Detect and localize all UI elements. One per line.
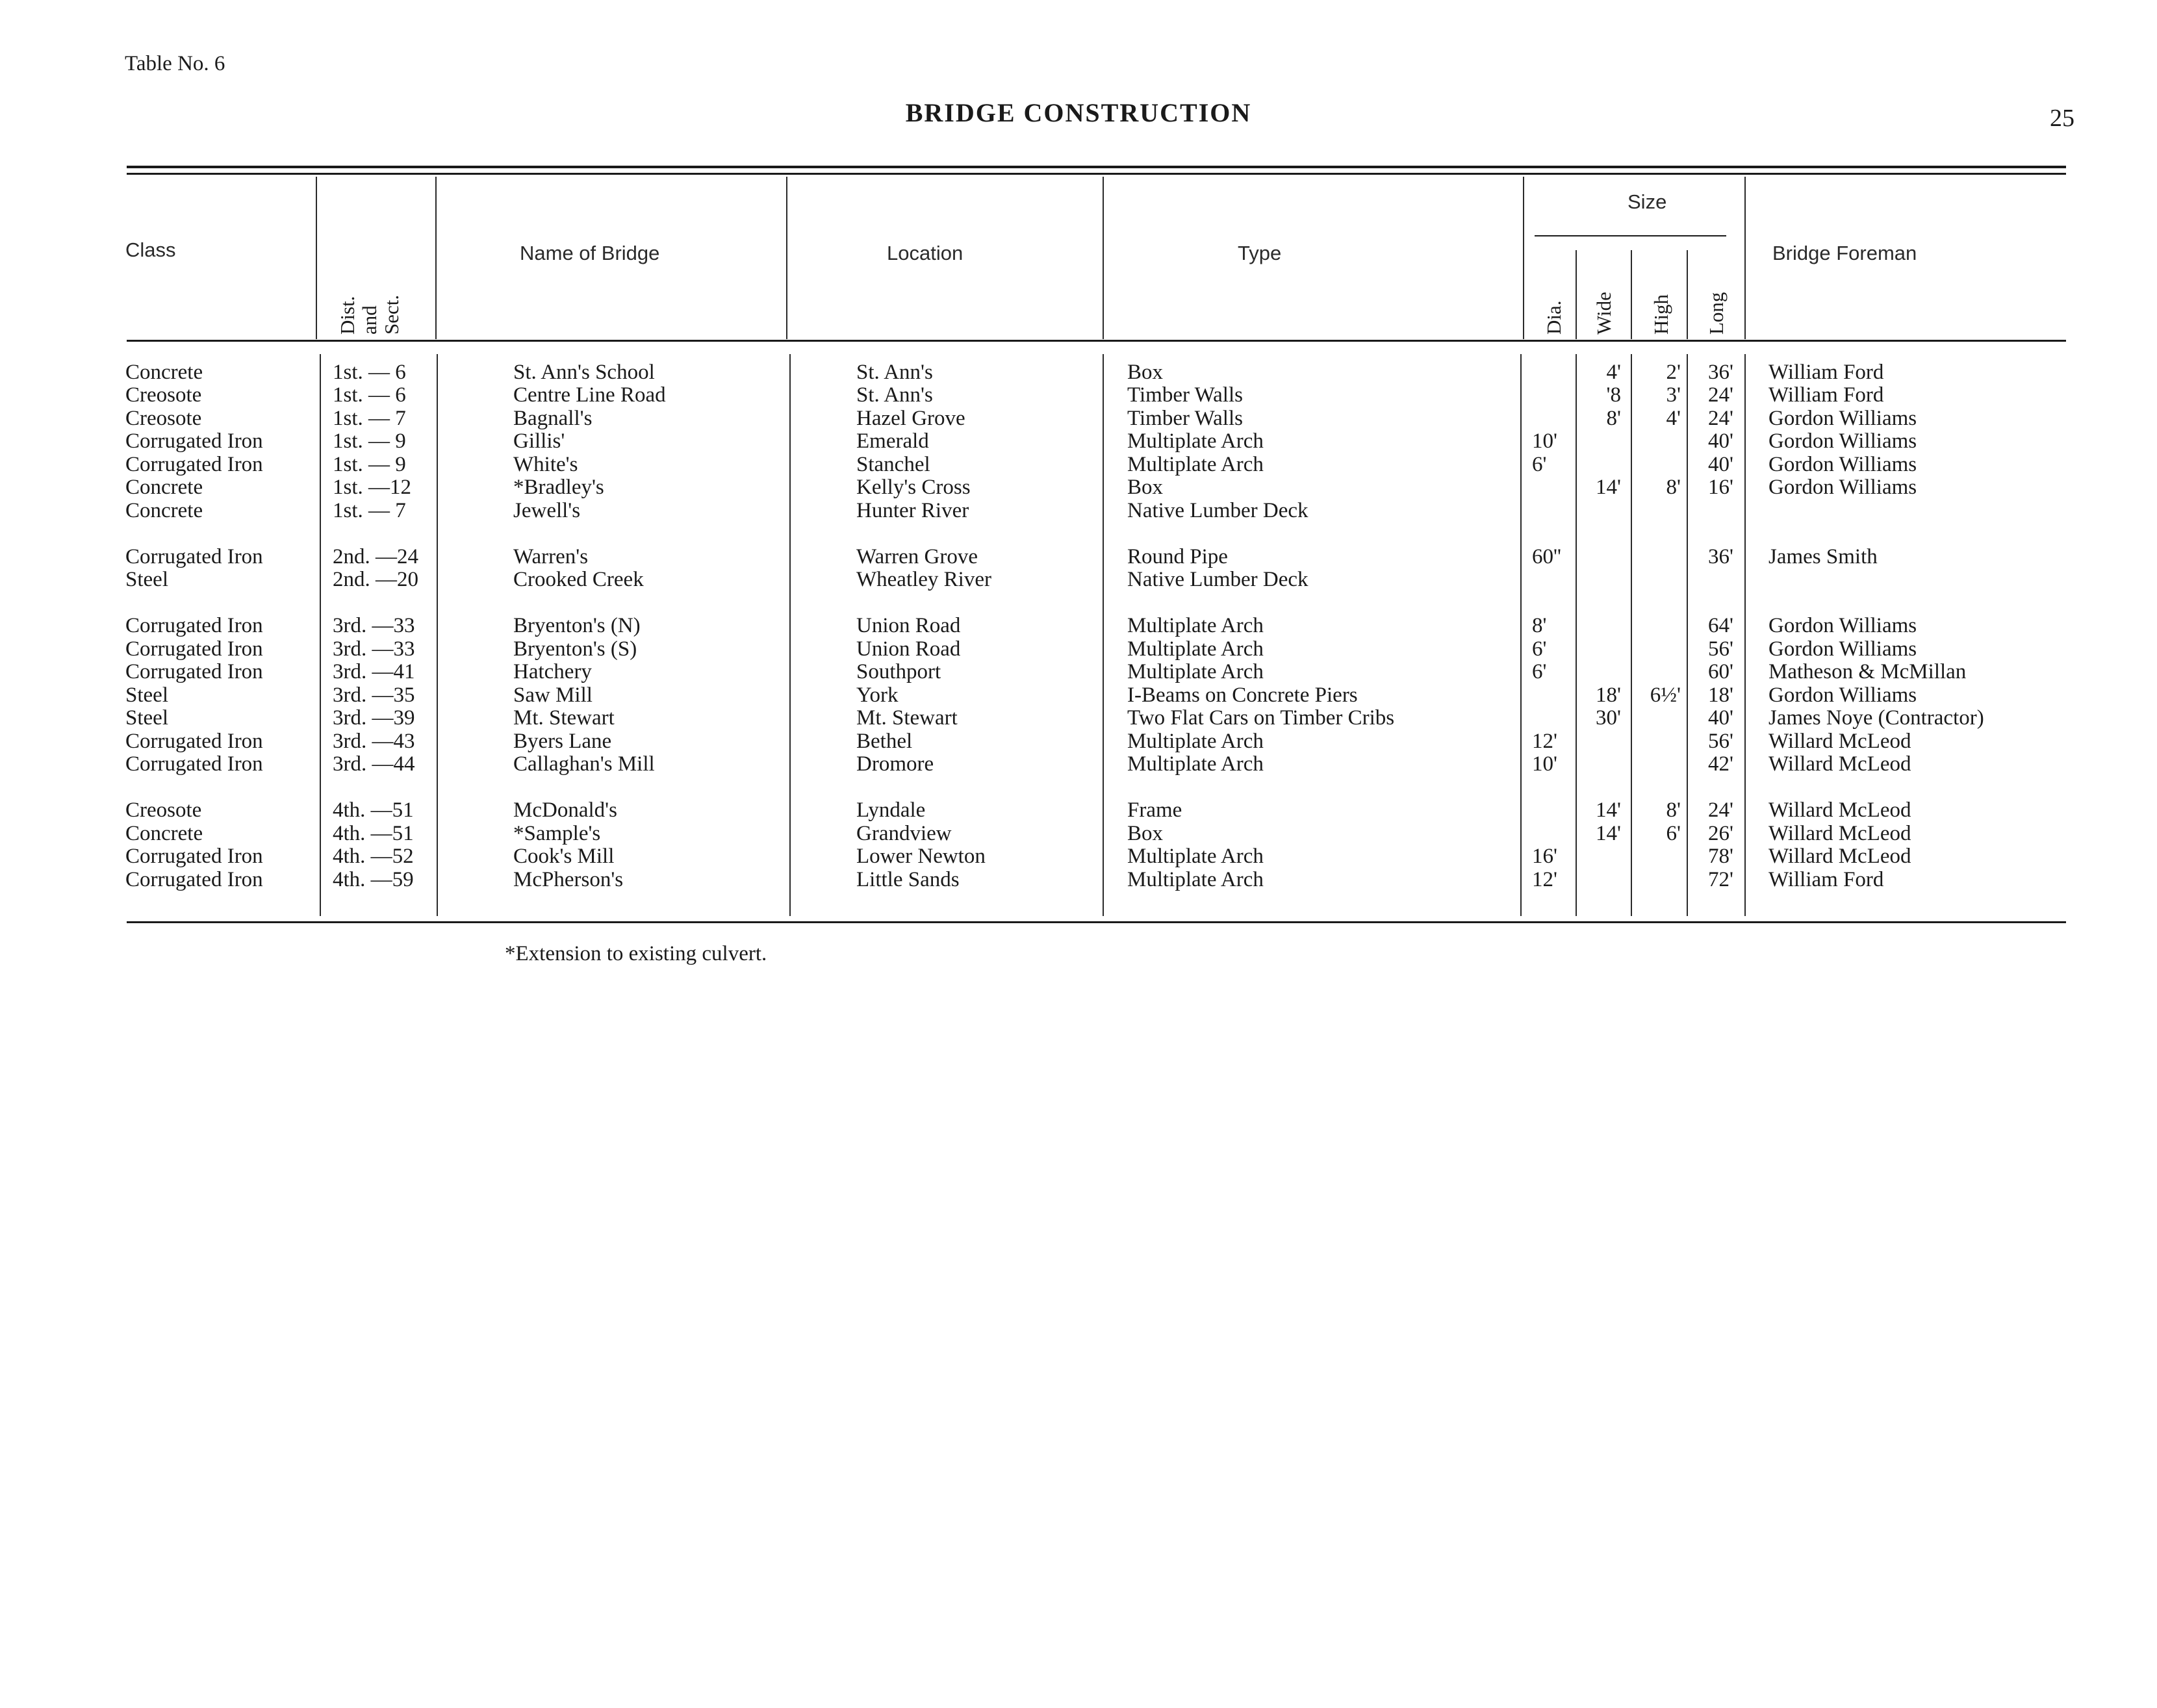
cell-dist: 3rd. —33: [333, 637, 415, 661]
header-dist: Dist.: [336, 296, 359, 335]
cell-high: 4': [1666, 407, 1681, 430]
header-high: High: [1650, 294, 1672, 335]
cell-long: 78': [1708, 845, 1733, 868]
header-rule: [127, 340, 2066, 342]
cell-dist: 4th. —51: [333, 798, 414, 822]
cell-dia: 12': [1532, 730, 1557, 753]
col-divider: [1103, 354, 1104, 916]
col-divider: [1103, 177, 1104, 339]
cell-dia: 60'': [1532, 545, 1561, 568]
cell-location: Grandview: [856, 822, 952, 845]
cell-location: Bethel: [856, 730, 913, 753]
cell-location: Emerald: [856, 429, 929, 453]
cell-location: Hazel Grove: [856, 407, 965, 430]
cell-dist: 1st. — 9: [333, 453, 406, 476]
cell-long: 60': [1708, 660, 1733, 683]
cell-type: Two Flat Cars on Timber Cribs: [1127, 706, 1395, 730]
cell-type: Multiplate Arch: [1127, 429, 1264, 453]
cell-class: Concrete: [125, 822, 203, 845]
cell-foreman: Willard McLeod: [1768, 845, 1911, 868]
cell-high: 6½': [1650, 683, 1681, 707]
cell-name: Jewell's: [513, 499, 581, 522]
cell-dist: 2nd. —24: [333, 545, 418, 568]
cell-name: Gillis': [513, 429, 565, 453]
cell-wide: 30': [1596, 706, 1621, 730]
cell-foreman: Willard McLeod: [1768, 730, 1911, 753]
cell-foreman: Gordon Williams: [1768, 476, 1917, 499]
cell-class: Corrugated Iron: [125, 730, 263, 753]
cell-name: *Sample's: [513, 822, 601, 845]
col-divider: [1523, 177, 1524, 339]
cell-foreman: William Ford: [1768, 361, 1884, 384]
cell-dist: 3rd. —33: [333, 614, 415, 637]
cell-name: Crooked Creek: [513, 568, 644, 591]
footnote: *Extension to existing culvert.: [505, 942, 767, 965]
col-divider: [1576, 354, 1577, 916]
cell-foreman: Matheson & McMillan: [1768, 660, 1967, 683]
cell-dist: 1st. — 7: [333, 499, 406, 522]
col-divider: [1520, 354, 1522, 916]
cell-foreman: Gordon Williams: [1768, 429, 1917, 453]
col-divider: [437, 354, 438, 916]
col-divider: [320, 354, 321, 916]
cell-long: 18': [1708, 683, 1733, 707]
cell-location: Southport: [856, 660, 941, 683]
cell-name: Byers Lane: [513, 730, 612, 753]
cell-name: McPherson's: [513, 868, 624, 891]
cell-type: Box: [1127, 361, 1164, 384]
cell-name: Mt. Stewart: [513, 706, 615, 730]
cell-location: Wheatley River: [856, 568, 991, 591]
cell-dist: 3rd. —35: [333, 683, 415, 707]
cell-long: 72': [1708, 868, 1733, 891]
cell-foreman: Willard McLeod: [1768, 752, 1911, 776]
cell-class: Corrugated Iron: [125, 429, 263, 453]
cell-location: Union Road: [856, 637, 961, 661]
cell-dist: 4th. —51: [333, 822, 414, 845]
cell-foreman: James Smith: [1768, 545, 1878, 568]
col-divider: [316, 177, 317, 339]
cell-long: 36': [1708, 361, 1733, 384]
cell-name: White's: [513, 453, 578, 476]
cell-type: Multiplate Arch: [1127, 752, 1264, 776]
cell-location: Lower Newton: [856, 845, 986, 868]
cell-name: St. Ann's School: [513, 361, 655, 384]
cell-type: Timber Walls: [1127, 383, 1243, 407]
cell-wide: 8': [1606, 407, 1621, 430]
cell-foreman: James Noye (Contractor): [1768, 706, 1984, 730]
cell-class: Corrugated Iron: [125, 614, 263, 637]
cell-long: 26': [1708, 822, 1733, 845]
cell-class: Corrugated Iron: [125, 545, 263, 568]
cell-dia: 12': [1532, 868, 1557, 891]
col-divider: [1576, 250, 1577, 339]
page-number: 25: [2050, 105, 2074, 132]
top-rule-thick: [127, 166, 2066, 168]
cell-dist: 4th. —52: [333, 845, 414, 868]
cell-foreman: Gordon Williams: [1768, 453, 1917, 476]
cell-type: Multiplate Arch: [1127, 660, 1264, 683]
header-class: Class: [125, 238, 176, 261]
cell-wide: '8: [1606, 383, 1621, 407]
cell-name: Bryenton's (N): [513, 614, 641, 637]
cell-class: Concrete: [125, 476, 203, 499]
cell-type: Frame: [1127, 798, 1182, 822]
cell-location: Kelly's Cross: [856, 476, 971, 499]
cell-class: Concrete: [125, 499, 203, 522]
cell-type: Box: [1127, 476, 1164, 499]
cell-wide: 4': [1606, 361, 1621, 384]
header-wide: Wide: [1592, 292, 1615, 335]
cell-long: 56': [1708, 637, 1733, 661]
cell-dist: 3rd. —44: [333, 752, 415, 776]
cell-high: 8': [1666, 476, 1681, 499]
cell-high: 6': [1666, 822, 1681, 845]
cell-location: Warren Grove: [856, 545, 978, 568]
cell-name: Cook's Mill: [513, 845, 615, 868]
cell-class: Corrugated Iron: [125, 868, 263, 891]
page-title: BRIDGE CONSTRUCTION: [905, 98, 1252, 127]
cell-name: Warren's: [513, 545, 589, 568]
cell-type: Multiplate Arch: [1127, 730, 1264, 753]
cell-foreman: Gordon Williams: [1768, 407, 1917, 430]
header-type: Type: [1238, 242, 1282, 264]
top-rule-thin: [127, 173, 2066, 175]
cell-high: 8': [1666, 798, 1681, 822]
cell-location: Hunter River: [856, 499, 969, 522]
cell-name: McDonald's: [513, 798, 617, 822]
cell-long: 40': [1708, 453, 1733, 476]
header-name: Name of Bridge: [520, 242, 660, 264]
cell-dist: 4th. —59: [333, 868, 414, 891]
cell-name: Bryenton's (S): [513, 637, 637, 661]
cell-location: Dromore: [856, 752, 934, 776]
cell-high: 2': [1666, 361, 1681, 384]
cell-dia: 6': [1532, 453, 1547, 476]
cell-foreman: William Ford: [1768, 868, 1884, 891]
header-size: Size: [1627, 190, 1667, 213]
cell-dist: 1st. — 7: [333, 407, 406, 430]
cell-dia: 6': [1532, 637, 1547, 661]
cell-long: 42': [1708, 752, 1733, 776]
cell-class: Steel: [125, 568, 168, 591]
cell-class: Corrugated Iron: [125, 845, 263, 868]
cell-dist: 1st. — 6: [333, 361, 406, 384]
cell-wide: 14': [1596, 822, 1621, 845]
cell-dia: 10': [1532, 429, 1557, 453]
cell-long: 16': [1708, 476, 1733, 499]
cell-long: 36': [1708, 545, 1733, 568]
header-location: Location: [887, 242, 964, 264]
cell-dist: 1st. — 9: [333, 429, 406, 453]
cell-dist: 3rd. —41: [333, 660, 415, 683]
cell-location: Lyndale: [856, 798, 926, 822]
cell-class: Steel: [125, 683, 168, 707]
header-sect: Sect.: [380, 294, 403, 335]
cell-type: Multiplate Arch: [1127, 637, 1264, 661]
cell-dist: 3rd. —43: [333, 730, 415, 753]
header-foreman: Bridge Foreman: [1772, 242, 1917, 264]
cell-class: Corrugated Iron: [125, 453, 263, 476]
cell-foreman: Willard McLeod: [1768, 798, 1911, 822]
cell-foreman: Gordon Williams: [1768, 614, 1917, 637]
cell-dist: 3rd. —39: [333, 706, 415, 730]
cell-class: Creosote: [125, 407, 202, 430]
cell-long: 40': [1708, 706, 1733, 730]
cell-dist: 2nd. —20: [333, 568, 418, 591]
header-long: Long: [1705, 292, 1728, 335]
cell-class: Concrete: [125, 361, 203, 384]
cell-type: Multiplate Arch: [1127, 453, 1264, 476]
cell-wide: 14': [1596, 476, 1621, 499]
cell-type: Timber Walls: [1127, 407, 1243, 430]
cell-type: Round Pipe: [1127, 545, 1228, 568]
cell-location: Mt. Stewart: [856, 706, 958, 730]
size-subrule: [1535, 235, 1726, 236]
cell-location: St. Ann's: [856, 361, 933, 384]
cell-long: 64': [1708, 614, 1733, 637]
cell-dia: 16': [1532, 845, 1557, 868]
cell-name: Callaghan's Mill: [513, 752, 655, 776]
cell-name: Saw Mill: [513, 683, 593, 707]
cell-foreman: Gordon Williams: [1768, 637, 1917, 661]
cell-dia: 6': [1532, 660, 1547, 683]
cell-type: I-Beams on Concrete Piers: [1127, 683, 1358, 707]
cell-name: Hatchery: [513, 660, 592, 683]
cell-dia: 8': [1532, 614, 1547, 637]
cell-type: Multiplate Arch: [1127, 845, 1264, 868]
cell-foreman: Gordon Williams: [1768, 683, 1917, 707]
cell-long: 24': [1708, 798, 1733, 822]
cell-name: *Bradley's: [513, 476, 604, 499]
cell-location: Union Road: [856, 614, 961, 637]
header-and: and: [358, 305, 381, 335]
header-dia: Dia.: [1542, 300, 1565, 335]
cell-class: Corrugated Iron: [125, 637, 263, 661]
bottom-rule: [127, 921, 2066, 923]
cell-foreman: Willard McLeod: [1768, 822, 1911, 845]
cell-type: Native Lumber Deck: [1127, 499, 1308, 522]
cell-class: Creosote: [125, 383, 202, 407]
cell-high: 3': [1666, 383, 1681, 407]
cell-foreman: William Ford: [1768, 383, 1884, 407]
col-divider: [1687, 250, 1688, 339]
cell-class: Steel: [125, 706, 168, 730]
cell-location: St. Ann's: [856, 383, 933, 407]
cell-class: Corrugated Iron: [125, 752, 263, 776]
cell-type: Multiplate Arch: [1127, 868, 1264, 891]
cell-wide: 18': [1596, 683, 1621, 707]
cell-long: 56': [1708, 730, 1733, 753]
cell-location: Little Sands: [856, 868, 960, 891]
cell-class: Creosote: [125, 798, 202, 822]
cell-name: Centre Line Road: [513, 383, 666, 407]
cell-long: 24': [1708, 407, 1733, 430]
col-divider: [1631, 250, 1632, 339]
col-divider: [789, 354, 791, 916]
col-divider: [435, 177, 437, 339]
col-divider: [1744, 354, 1746, 916]
col-divider: [786, 177, 787, 339]
cell-dist: 1st. —12: [333, 476, 412, 499]
cell-dia: 10': [1532, 752, 1557, 776]
cell-name: Bagnall's: [513, 407, 593, 430]
cell-type: Native Lumber Deck: [1127, 568, 1308, 591]
col-divider: [1744, 177, 1746, 339]
cell-long: 24': [1708, 383, 1733, 407]
cell-long: 40': [1708, 429, 1733, 453]
table-number: Table No. 6: [125, 52, 225, 75]
cell-type: Multiplate Arch: [1127, 614, 1264, 637]
cell-location: York: [856, 683, 899, 707]
cell-location: Stanchel: [856, 453, 930, 476]
cell-dist: 1st. — 6: [333, 383, 406, 407]
cell-wide: 14': [1596, 798, 1621, 822]
cell-class: Corrugated Iron: [125, 660, 263, 683]
cell-type: Box: [1127, 822, 1164, 845]
